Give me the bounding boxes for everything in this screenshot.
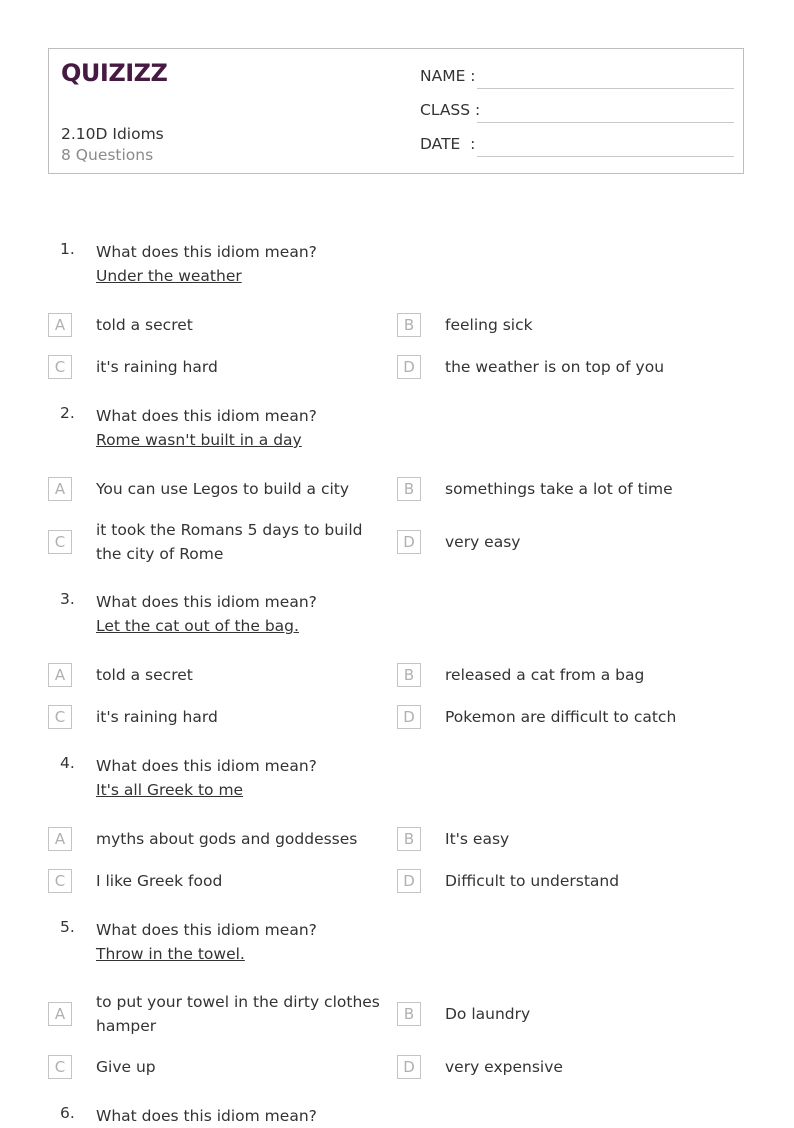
class-label: CLASS : xyxy=(420,101,481,119)
name-field[interactable] xyxy=(420,67,734,89)
option-text: it took the Romans 5 days to build the city of Rome xyxy=(96,521,363,563)
option-text: it's raining hard xyxy=(96,708,218,726)
option-letter-box: A xyxy=(48,313,72,337)
date-line[interactable] xyxy=(477,156,734,157)
question-number: 5. xyxy=(60,918,75,936)
quizizz-logo: QUIZIZZ xyxy=(61,59,168,87)
option-text: Do laundry xyxy=(445,1005,531,1023)
option-text: somethings take a lot of time xyxy=(445,480,673,498)
option-text: feeling sick xyxy=(445,316,533,334)
question-idiom: Throw in the towel. xyxy=(96,945,245,963)
option-text: myths about gods and goddesses xyxy=(96,830,358,848)
option-text: told a secret xyxy=(96,316,193,334)
option-letter-box: B xyxy=(397,477,421,501)
name-label: NAME : xyxy=(420,67,476,85)
option-letter-box: D xyxy=(397,705,421,729)
date-label: DATE : xyxy=(420,135,476,153)
option-letter-box: C xyxy=(48,355,72,379)
option-letter-box: C xyxy=(48,705,72,729)
option-letter-box: B xyxy=(397,1002,421,1026)
option-letter-box: D xyxy=(397,869,421,893)
question-prompt: What does this idiom mean? xyxy=(96,243,317,261)
question-number: 3. xyxy=(60,590,75,608)
option-text: Pokemon are difficult to catch xyxy=(445,708,677,726)
question-idiom: Under the weather xyxy=(96,267,242,285)
question-idiom: It's all Greek to me xyxy=(96,781,244,799)
worksheet-header xyxy=(48,48,744,174)
class-field[interactable] xyxy=(420,101,734,123)
option-letter-box: C xyxy=(48,1055,72,1079)
option-text: it's raining hard xyxy=(96,358,218,376)
name-line[interactable] xyxy=(477,88,734,89)
class-line[interactable] xyxy=(477,122,734,123)
question-number: 2. xyxy=(60,404,75,422)
option-letter-box: B xyxy=(397,827,421,851)
option-letter-box: A xyxy=(48,827,72,851)
option-text: It's easy xyxy=(445,830,510,848)
option-text: I like Greek food xyxy=(96,872,223,890)
question-prompt: What does this idiom mean? xyxy=(96,593,317,611)
option-letter-box: A xyxy=(48,1002,72,1026)
option-text: very easy xyxy=(445,533,521,551)
option-letter-box: B xyxy=(397,663,421,687)
question-prompt: What does this idiom mean? xyxy=(96,757,317,775)
option-letter-box: D xyxy=(397,355,421,379)
option-letter-box: D xyxy=(397,1055,421,1079)
question-prompt: What does this idiom mean? xyxy=(96,1107,317,1125)
option-letter-box: A xyxy=(48,663,72,687)
question-prompt: What does this idiom mean? xyxy=(96,407,317,425)
option-text: You can use Legos to build a city xyxy=(96,480,350,498)
question-number: 1. xyxy=(60,240,75,258)
question-number: 6. xyxy=(60,1104,75,1122)
question-count: 8 Questions xyxy=(61,146,154,164)
option-text: told a secret xyxy=(96,666,193,684)
worksheet-title: 2.10D Idioms xyxy=(61,125,164,143)
option-letter-box: B xyxy=(397,313,421,337)
option-text: released a cat from a bag xyxy=(445,666,645,684)
option-letter-box: C xyxy=(48,869,72,893)
option-text: very expensive xyxy=(445,1058,563,1076)
option-letter-box: C xyxy=(48,530,72,554)
option-text: Give up xyxy=(96,1058,156,1076)
option-text: to put your towel in the dirty clothes hamper xyxy=(96,993,380,1035)
option-text: the weather is on top of you xyxy=(445,358,665,376)
option-letter-box: A xyxy=(48,477,72,501)
question-idiom: Rome wasn't built in a day xyxy=(96,431,302,449)
question-prompt: What does this idiom mean? xyxy=(96,921,317,939)
option-text: Difficult to understand xyxy=(445,872,620,890)
option-letter-box: D xyxy=(397,530,421,554)
question-number: 4. xyxy=(60,754,75,772)
date-field[interactable] xyxy=(420,135,734,157)
question-idiom: Let the cat out of the bag. xyxy=(96,617,299,635)
